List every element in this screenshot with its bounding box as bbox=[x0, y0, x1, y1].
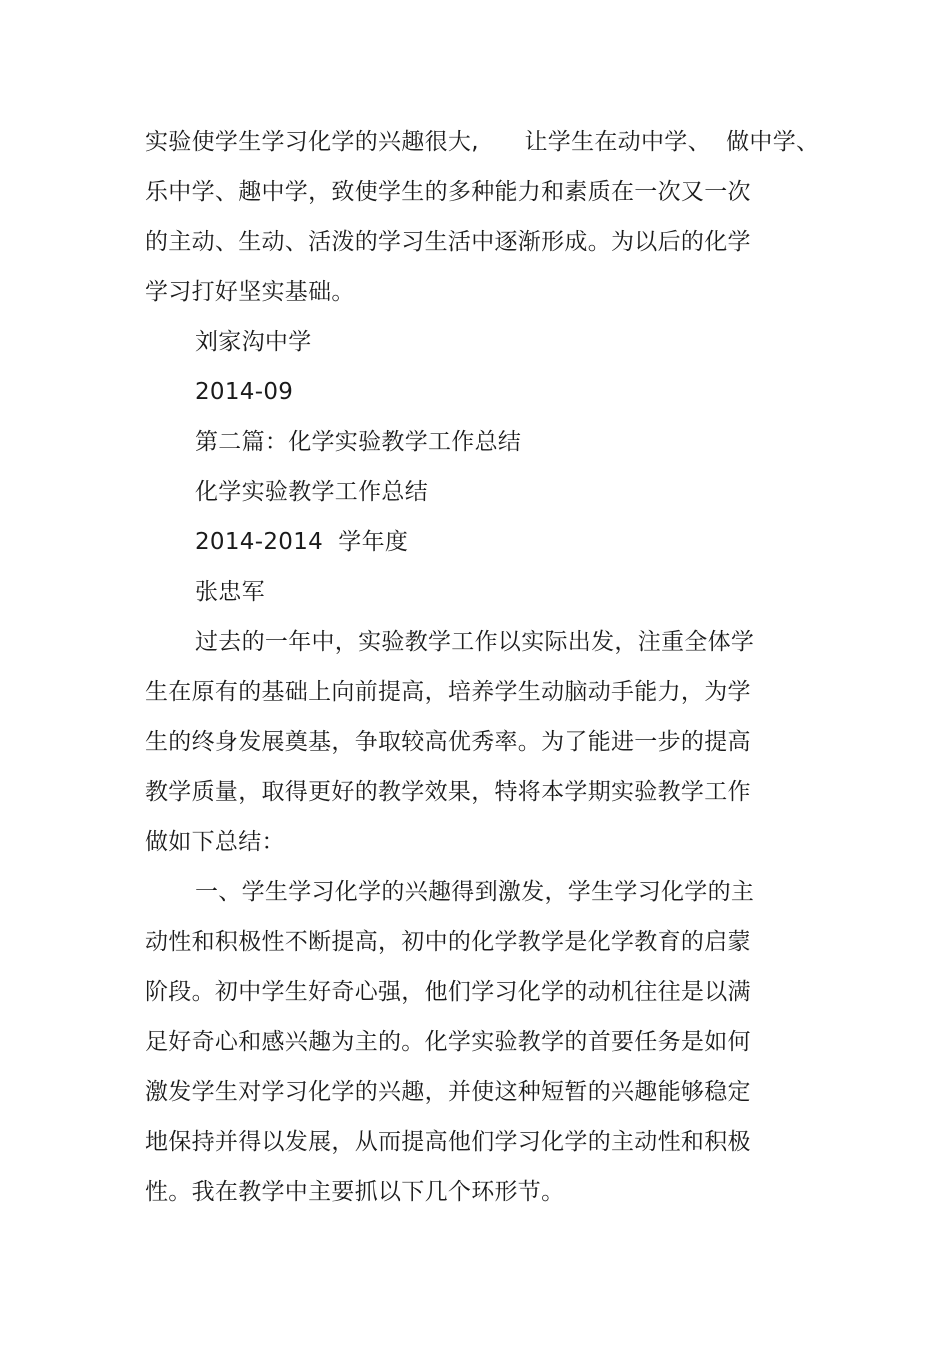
school-year: 2014-2014 学年度 bbox=[195, 529, 409, 555]
paragraph-line: 性。我在教学中主要抓以下几个环形节。 bbox=[145, 1179, 565, 1205]
paragraph-line: 激发学生对学习化学的兴趣，并使这种短暂的兴趣能够稳定 bbox=[145, 1079, 751, 1105]
document-title: 化学实验教学工作总结 bbox=[195, 479, 428, 505]
paragraph-line: 乐中学、趣中学，致使学生的多种能力和素质在一次又一次 bbox=[145, 179, 751, 205]
date: 2014-09 bbox=[195, 379, 294, 405]
paragraph-line: 动性和积极性不断提高，初中的化学教学是化学教育的启蒙 bbox=[145, 929, 751, 955]
paragraph-line: 的主动、生动、活泼的学习生活中逐渐形成。为以后的化学 bbox=[145, 229, 751, 255]
paragraph-line: 地保持并得以发展，从而提高他们学习化学的主动性和积极 bbox=[145, 1129, 751, 1155]
paragraph-line: 做如下总结： bbox=[145, 829, 285, 855]
paragraph-line: 实验使学生学习化学的兴趣很大, 让学生在动中学、 做中学、 bbox=[145, 129, 820, 155]
paragraph-line: 生在原有的基础上向前提高，培养学生动脑动手能力，为学 bbox=[145, 679, 751, 705]
paragraph-line: 学习打好坚实基础。 bbox=[145, 279, 355, 305]
school-name: 刘家沟中学 bbox=[195, 329, 312, 355]
author: 张忠军 bbox=[195, 579, 265, 605]
paragraph-line: 足好奇心和感兴趣为主的。化学实验教学的首要任务是如何 bbox=[145, 1029, 751, 1055]
paragraph-line: 教学质量，取得更好的教学效果，特将本学期实验教学工作 bbox=[145, 779, 751, 805]
paragraph-line: 过去的一年中，实验教学工作以实际出发，注重全体学 bbox=[195, 629, 755, 655]
paragraph-line: 一、学生学习化学的兴趣得到激发，学生学习化学的主 bbox=[195, 879, 755, 905]
paragraph-line: 阶段。初中学生好奇心强，他们学习化学的动机往往是以满 bbox=[145, 979, 751, 1005]
paragraph-line: 生的终身发展奠基，争取较高优秀率。为了能进一步的提高 bbox=[145, 729, 751, 755]
section-title: 第二篇：化学实验教学工作总结 bbox=[195, 429, 522, 455]
